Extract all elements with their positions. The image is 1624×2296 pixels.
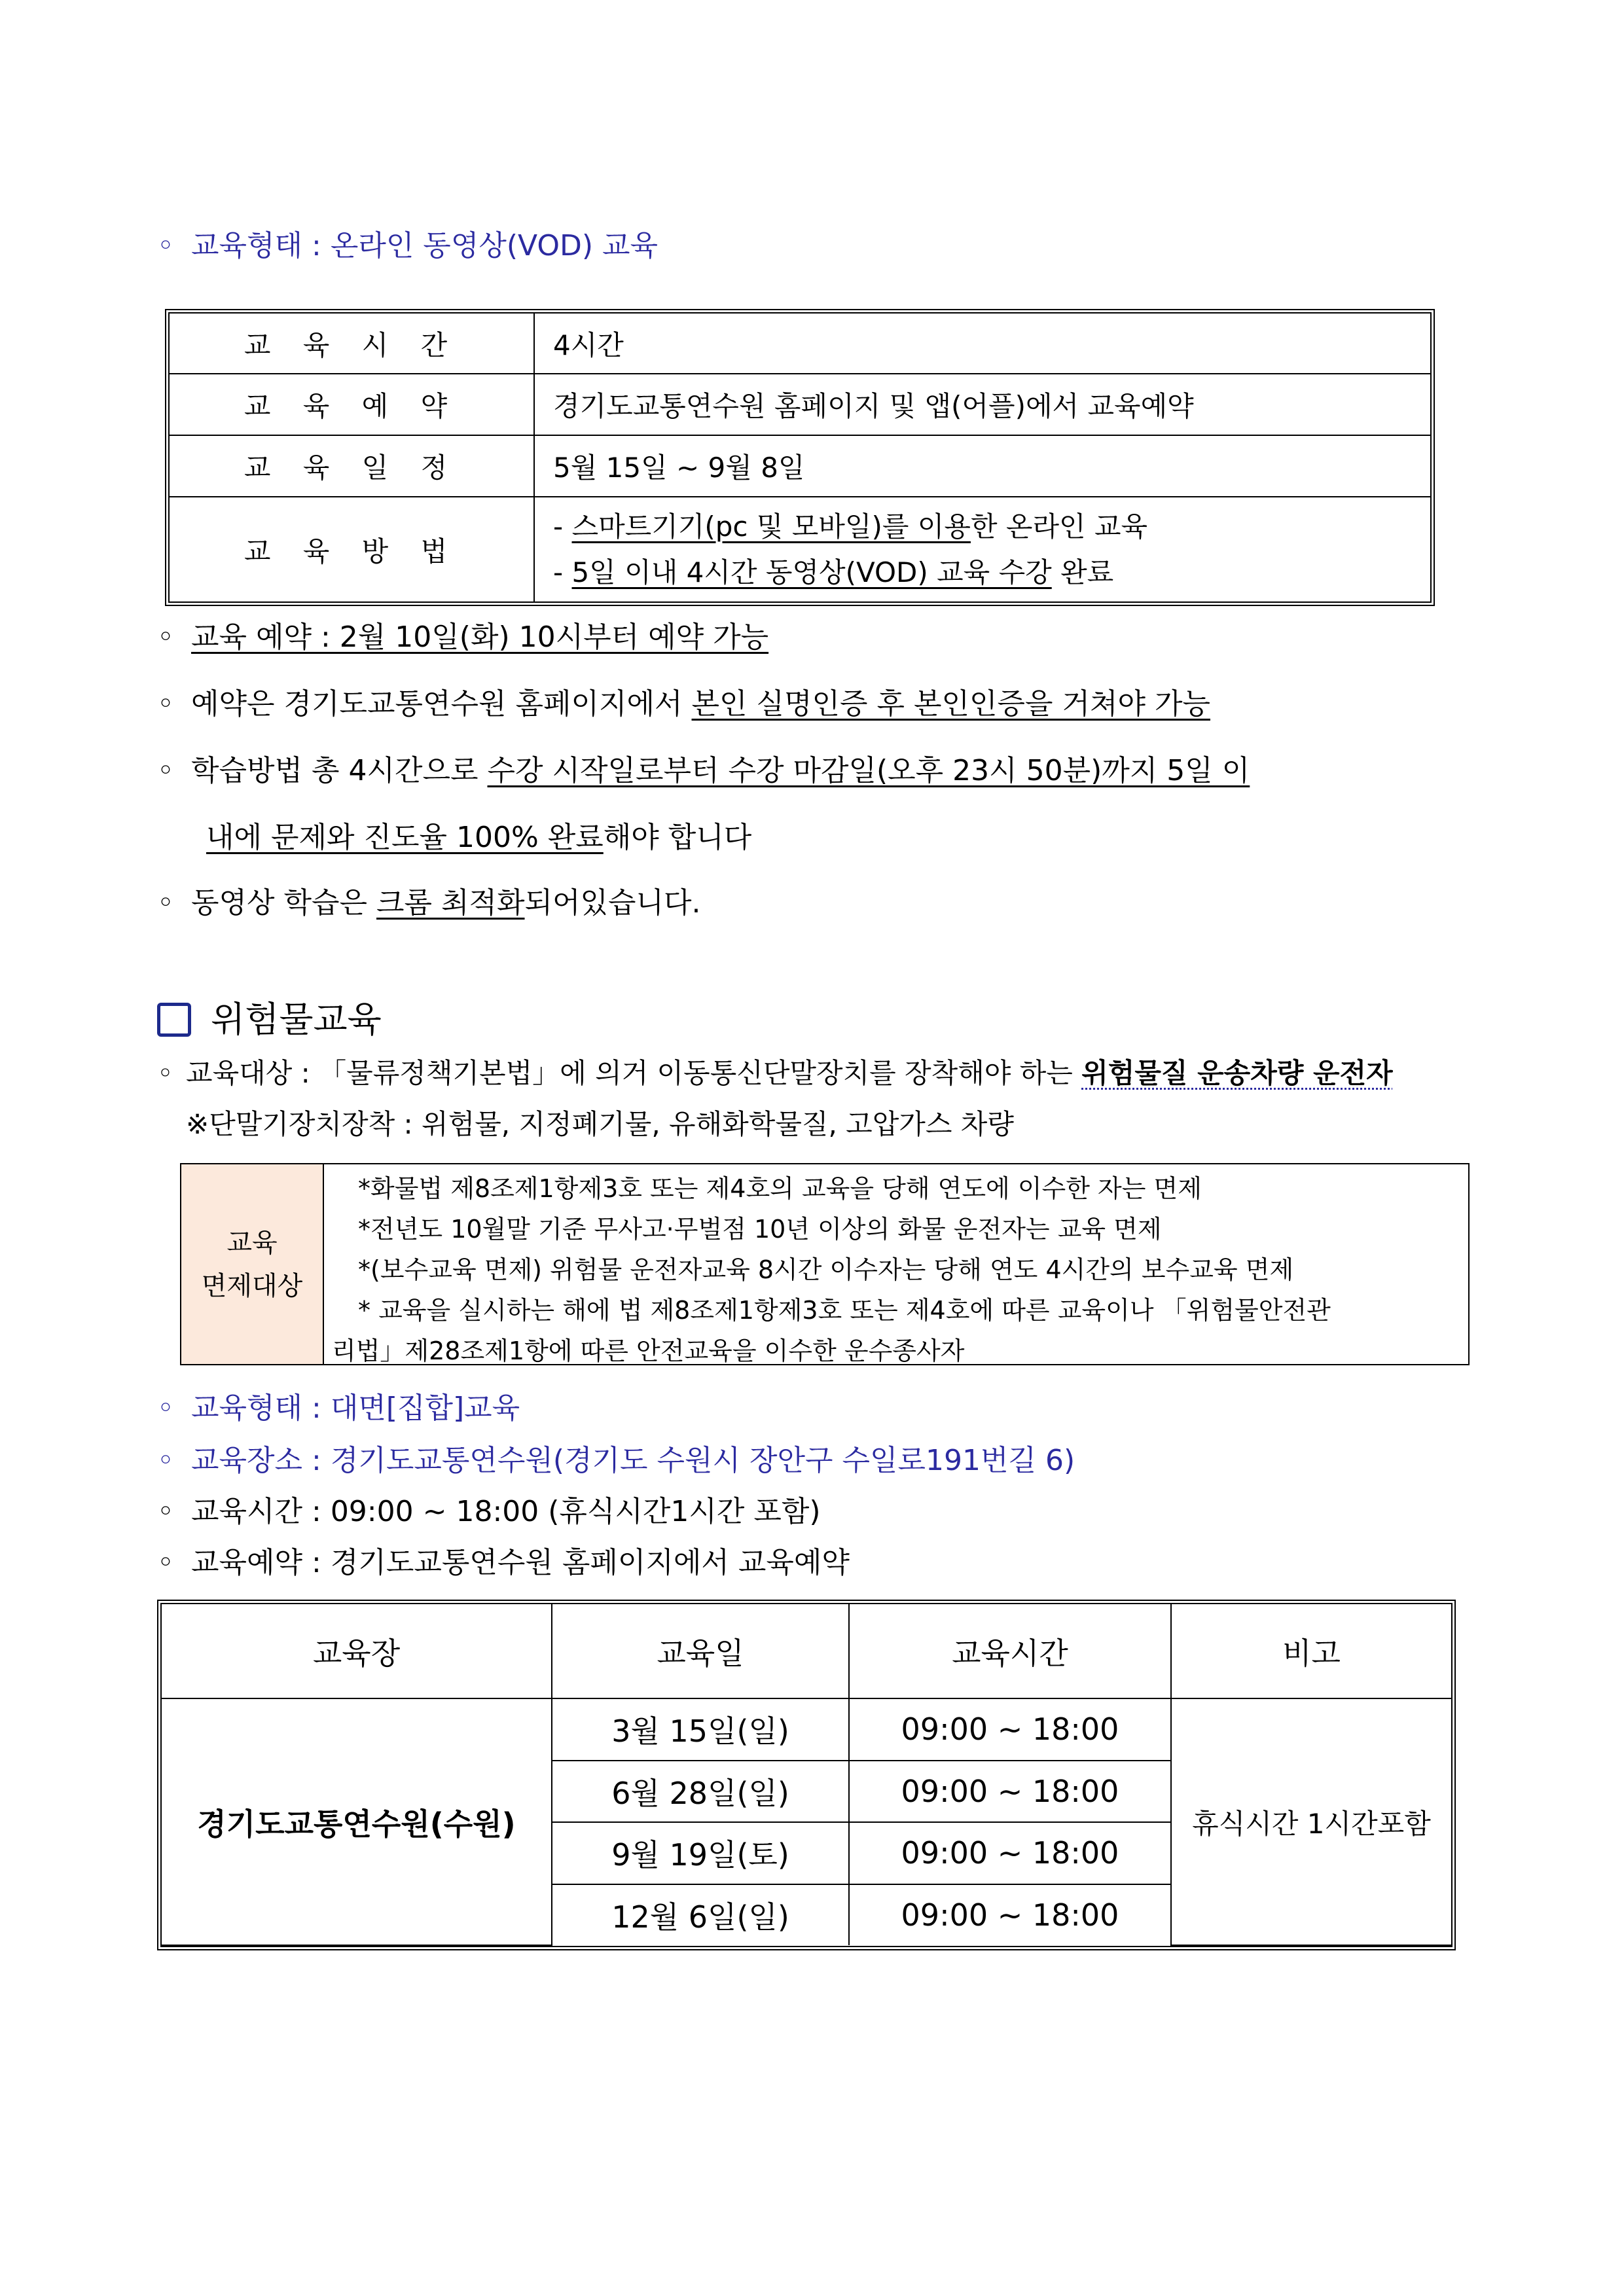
date-cell: 3월 15일(일) <box>552 1698 849 1761</box>
study-line-1 <box>157 751 1250 791</box>
exemption-line: *화물법 제8조제1항제3호 또는 제4호의 교육을 당해 연도에 이수한 자는 면제 <box>358 1174 1202 1203</box>
exemption-label-1: 교육 <box>226 1227 278 1258</box>
header-venue: 교육장 <box>162 1604 552 1698</box>
hazmat-hours-text: 교육시간 : 09:00 ~ 18:00 (휴식시간1시간 포함) <box>191 1495 821 1528</box>
hazmat-target-text: 교육대상 : 「물류정책기본법」에 의거 이동통신단말장치를 장착해야 하는 <box>186 1057 1082 1089</box>
hazmat-reserve-text: 교육예약 : 경기도교통연수원 홈페이지에서 교육예약 <box>191 1546 850 1579</box>
study-emphasis: 수강 시작일로부터 수강 마감일(오후 23시 50분)까지 5일 이 <box>487 754 1250 787</box>
bullet: ◦ <box>157 1391 174 1425</box>
hazmat-format-line <box>157 1389 520 1428</box>
exemption-table <box>180 1163 1470 1365</box>
date-cell: 9월 19일(토) <box>552 1822 849 1884</box>
method-line2-rest: 완료 <box>1051 556 1114 588</box>
method-label: 교 육 방 법 <box>170 497 534 601</box>
bullet: ◦ <box>157 229 174 262</box>
exemption-line: *전년도 10월말 기준 무사고·무벌점 10년 이상의 화물 운전자는 교육 면제 <box>358 1215 1162 1244</box>
bullet: ◦ <box>157 886 174 920</box>
time-value: 4시간 <box>534 314 1430 374</box>
time-label: 교 육 시 간 <box>170 314 534 374</box>
time-cell: 09:00 ~ 18:00 <box>849 1884 1171 1945</box>
header-note: 비고 <box>1171 1604 1451 1698</box>
hazmat-place-text: 교육장소 : 경기도교통연수원(경기도 수원시 장안구 수일로191번길 6) <box>191 1444 1075 1477</box>
identity-line <box>157 685 1210 724</box>
device-note: ※단말기장치장착 : 위험물, 지정폐기물, 유해화학물질, 고압가스 차량 <box>186 1108 1014 1140</box>
schedule-label: 교 육 일 정 <box>170 435 534 497</box>
study-emphasis-2: 내에 문제와 진도율 100% 완료 <box>206 821 604 854</box>
method-value <box>534 497 1430 601</box>
study-line-2 <box>206 818 751 857</box>
reserve-notice-line <box>157 618 768 657</box>
bullet: ◦ <box>157 754 174 787</box>
exemption-label-cell <box>181 1164 324 1364</box>
chrome-line <box>157 884 701 923</box>
hazmat-schedule-table <box>157 1600 1456 1950</box>
hazmat-reserve-line <box>157 1543 850 1583</box>
reserve-value: 경기도교통연수원 홈페이지 및 앱(어플)에서 교육예약 <box>534 374 1430 435</box>
bullet: ◦ <box>157 687 174 721</box>
bullet: ◦ <box>157 620 174 654</box>
study-text: 학습방법 총 4시간으로 <box>191 754 488 787</box>
header-time: 교육시간 <box>849 1604 1171 1698</box>
method-line2-emphasis: 5일 이내 4시간 동영상(VOD) 교육 수강 <box>571 556 1052 588</box>
bullet: ◦ <box>157 1057 173 1089</box>
venue-cell: 경기도교통연수원(수원) <box>162 1698 552 1945</box>
exemption-line: * 교육을 실시하는 해에 법 제8조제1항제3호 또는 제4호에 따른 교육이나 「위험물안전관 <box>358 1296 1331 1325</box>
online-format-line <box>157 226 658 266</box>
hazmat-format-text: 교육형태 : 대면[집합]교육 <box>191 1391 520 1425</box>
time-cell: 09:00 ~ 18:00 <box>849 1698 1171 1761</box>
hazmat-target-emphasis: 위험물질 운송차량 운전자 <box>1081 1057 1393 1089</box>
schedule-value: 5월 15일 ~ 9월 8일 <box>534 435 1430 497</box>
identity-text: 예약은 경기도교통연수원 홈페이지에서 <box>191 687 692 721</box>
bullet: ◦ <box>157 1495 174 1528</box>
reserve-notice-text: 교육 예약 : 2월 10일(화) 10시부터 예약 가능 <box>191 620 769 654</box>
method-dash: - <box>553 556 572 588</box>
checkbox-square-icon <box>157 1003 191 1037</box>
hazmat-hours-line <box>157 1492 821 1532</box>
hazmat-place-line <box>157 1441 1075 1480</box>
exemption-label-2: 면제대상 <box>201 1270 303 1301</box>
study-tail: 해야 합니다 <box>603 821 752 854</box>
hazmat-title: 위험물교육 <box>211 999 382 1040</box>
method-line1-emphasis: 스마트기기(pc 및 모바일)를 이용 <box>571 510 971 543</box>
date-cell: 12월 6일(일) <box>552 1884 849 1945</box>
time-cell: 09:00 ~ 18:00 <box>849 1822 1171 1884</box>
online-format-text: 교육형태 : 온라인 동영상(VOD) 교육 <box>191 229 658 262</box>
method-line1-rest: 한 온라인 교육 <box>970 510 1148 543</box>
date-cell: 6월 28일(일) <box>552 1761 849 1823</box>
hazmat-target-line <box>157 1054 1393 1093</box>
chrome-text: 동영상 학습은 <box>191 886 376 920</box>
method-dash: - <box>553 510 572 543</box>
online-education-table <box>165 309 1435 606</box>
bullet: ◦ <box>157 1546 174 1579</box>
bullet: ◦ <box>157 1444 174 1477</box>
chrome-emphasis: 크롬 최적화 <box>376 886 525 920</box>
note-cell: 휴식시간 1시간포함 <box>1171 1698 1451 1945</box>
identity-emphasis: 본인 실명인증 후 본인인증을 거쳐야 가능 <box>691 687 1211 721</box>
exemption-content <box>332 1168 1462 1371</box>
header-date: 교육일 <box>552 1604 849 1698</box>
time-cell: 09:00 ~ 18:00 <box>849 1761 1171 1823</box>
chrome-tail: 되어있습니다. <box>524 886 701 920</box>
reserve-label: 교 육 예 약 <box>170 374 534 435</box>
exemption-line: 리법」제28조제1항에 따른 안전교육을 이수한 운수종사자 <box>332 1336 965 1365</box>
exemption-line: *(보수교육 면제) 위험물 운전자교육 8시간 이수자는 당해 연도 4시간의 보수교육 면제 <box>358 1255 1294 1284</box>
